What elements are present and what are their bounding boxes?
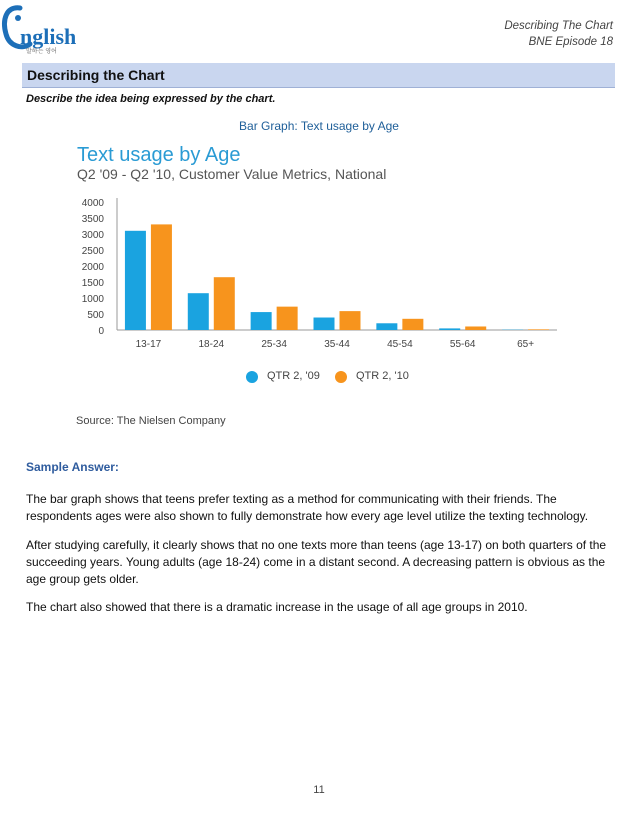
logo-subtext: 말하는 영어 bbox=[26, 48, 57, 55]
y-tick-label: 3000 bbox=[81, 230, 104, 241]
x-tick-label: 65+ bbox=[517, 339, 535, 350]
y-tick-label: 4000 bbox=[81, 198, 104, 209]
bar-25-34-series-1 bbox=[277, 307, 298, 330]
english-logo bbox=[0, 0, 86, 56]
bar-55-64-series-0 bbox=[439, 328, 460, 330]
legend-label-q2-10: QTR 2, '10 bbox=[356, 370, 409, 382]
chart-heading: Bar Graph: Text usage by Age bbox=[239, 119, 399, 133]
legend-dot-q2-10 bbox=[335, 371, 347, 383]
bar-25-34-series-0 bbox=[251, 312, 272, 330]
section-title: Describing the Chart bbox=[27, 67, 165, 83]
section-title-bar bbox=[22, 63, 615, 88]
x-tick-label: 13-17 bbox=[135, 339, 162, 350]
sample-answer-title: Sample Answer: bbox=[26, 460, 119, 474]
x-tick-label: 25-34 bbox=[261, 339, 287, 350]
chart-title: Text usage by Age bbox=[77, 144, 241, 166]
legend-dot-q2-09 bbox=[246, 371, 258, 383]
bar-35-44-series-0 bbox=[314, 318, 335, 330]
chart-subtitle: Q2 '09 - Q2 '10, Customer Value Metrics, National bbox=[77, 166, 387, 182]
instruction-text: Describe the idea being expressed by the chart. bbox=[26, 93, 276, 105]
legend-label-q2-09: QTR 2, '09 bbox=[267, 370, 320, 382]
page-number: 11 bbox=[313, 784, 325, 796]
bar-18-24-series-1 bbox=[214, 277, 235, 330]
bar-45-54-series-0 bbox=[376, 323, 397, 330]
y-tick-label: 2000 bbox=[81, 262, 104, 273]
y-tick-label: 2500 bbox=[81, 246, 104, 257]
sample-paragraph-1: The bar graph shows that teens prefer texting as a method for communicating with their friends. The respondents ages were also shown to fully demonstrate how every age level utilize the texting technology. bbox=[26, 492, 589, 523]
chart-source: Source: The Nielsen Company bbox=[76, 415, 226, 427]
bar-18-24-series-0 bbox=[188, 293, 209, 330]
y-tick-label: 1500 bbox=[81, 278, 104, 289]
bar-45-54-series-1 bbox=[402, 319, 423, 330]
header-line-2: BNE Episode 18 bbox=[528, 36, 613, 48]
y-tick-label: 500 bbox=[87, 310, 104, 321]
y-tick-label: 1000 bbox=[81, 294, 104, 305]
x-tick-label: 45-54 bbox=[387, 339, 413, 350]
bar-65+-series-1 bbox=[528, 329, 549, 330]
x-tick-label: 55-64 bbox=[449, 339, 476, 350]
bar-35-44-series-1 bbox=[340, 311, 361, 330]
bar-13-17-series-1 bbox=[151, 224, 172, 330]
y-tick-label: 0 bbox=[98, 326, 104, 337]
sample-paragraph-3: The chart also showed that there is a dramatic increase in the usage of all age groups in 2010. bbox=[26, 600, 528, 614]
x-tick-label: 18-24 bbox=[198, 339, 225, 350]
page-header bbox=[504, 18, 613, 50]
header-line-1: Describing The Chart bbox=[504, 20, 613, 32]
english-logo-graphic bbox=[0, 0, 86, 56]
logo-text: nglish bbox=[20, 24, 77, 49]
x-tick-label: 35-44 bbox=[324, 339, 350, 350]
bar-55-64-series-1 bbox=[465, 326, 486, 330]
sample-paragraph-2: After studying carefully, it clearly shows that no one texts more than teens (age 13-17) on both quarters of the succeeding years. Young adults (age 18-24) come in a distant second. A decreasing pattern is obvious as the age group gets older. bbox=[26, 538, 607, 586]
bar-13-17-series-0 bbox=[125, 231, 146, 330]
y-tick-label: 3500 bbox=[81, 214, 104, 225]
bar-chart bbox=[70, 192, 570, 352]
